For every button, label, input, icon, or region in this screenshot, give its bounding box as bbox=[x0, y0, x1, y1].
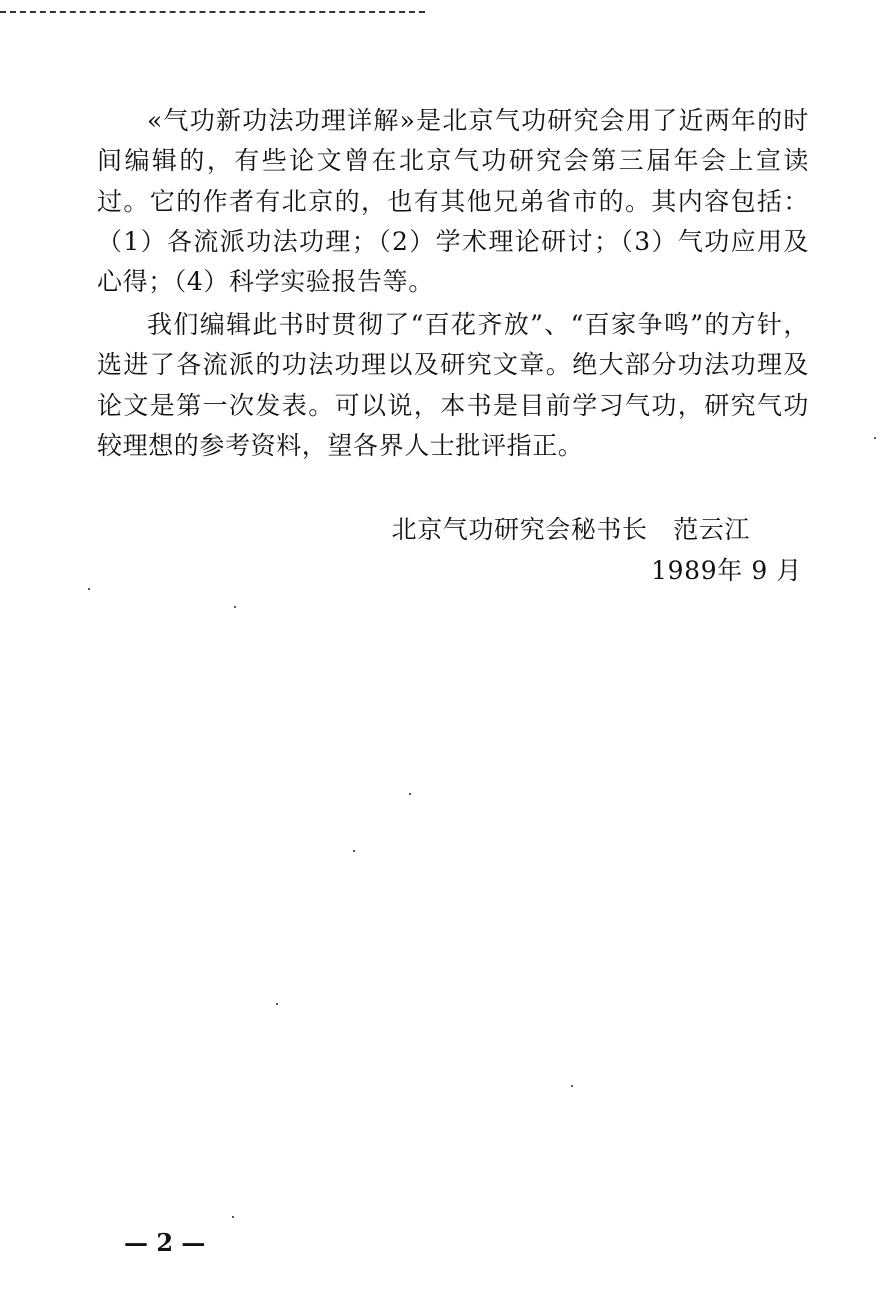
body-paragraph-2: 我们编辑此书时贯彻了“百花齐放”、“百家争鸣”的方针，选进了各流派的功法功理以及研究文章。绝大部分功法功理及论文是第一次发表。可以说，本书是目前学习气功，研究气功较理想的参考资料，望各界人士批评指正。 bbox=[97, 310, 809, 460]
scan-speck bbox=[234, 606, 236, 608]
body-paragraph-1: «气功新功法功理详解»是北京气功研究会用了近两年的时间编辑的，有些论文曾在北京气功研究会第三届年会上宣读过。它的作者有北京的，也有其他兄弟省市的。其内容包括：（1）各流派功法功理；（2）学术理论研讨；（3）气功应用及心得；（4）科学实验报告等。 bbox=[97, 106, 809, 297]
scan-speck bbox=[88, 588, 90, 590]
scan-speck bbox=[353, 850, 355, 852]
page-number: — 2 — bbox=[124, 1228, 206, 1257]
signature-line: 北京气功研究会秘书长 范云江 bbox=[391, 515, 750, 544]
top-dashed-rule bbox=[0, 11, 425, 13]
scan-speck bbox=[874, 437, 876, 439]
scan-speck bbox=[276, 1003, 278, 1005]
scan-speck bbox=[232, 1216, 234, 1218]
scan-speck bbox=[571, 1085, 573, 1087]
date-line: 1989年 9 月 bbox=[651, 556, 802, 585]
scan-speck bbox=[409, 793, 411, 795]
